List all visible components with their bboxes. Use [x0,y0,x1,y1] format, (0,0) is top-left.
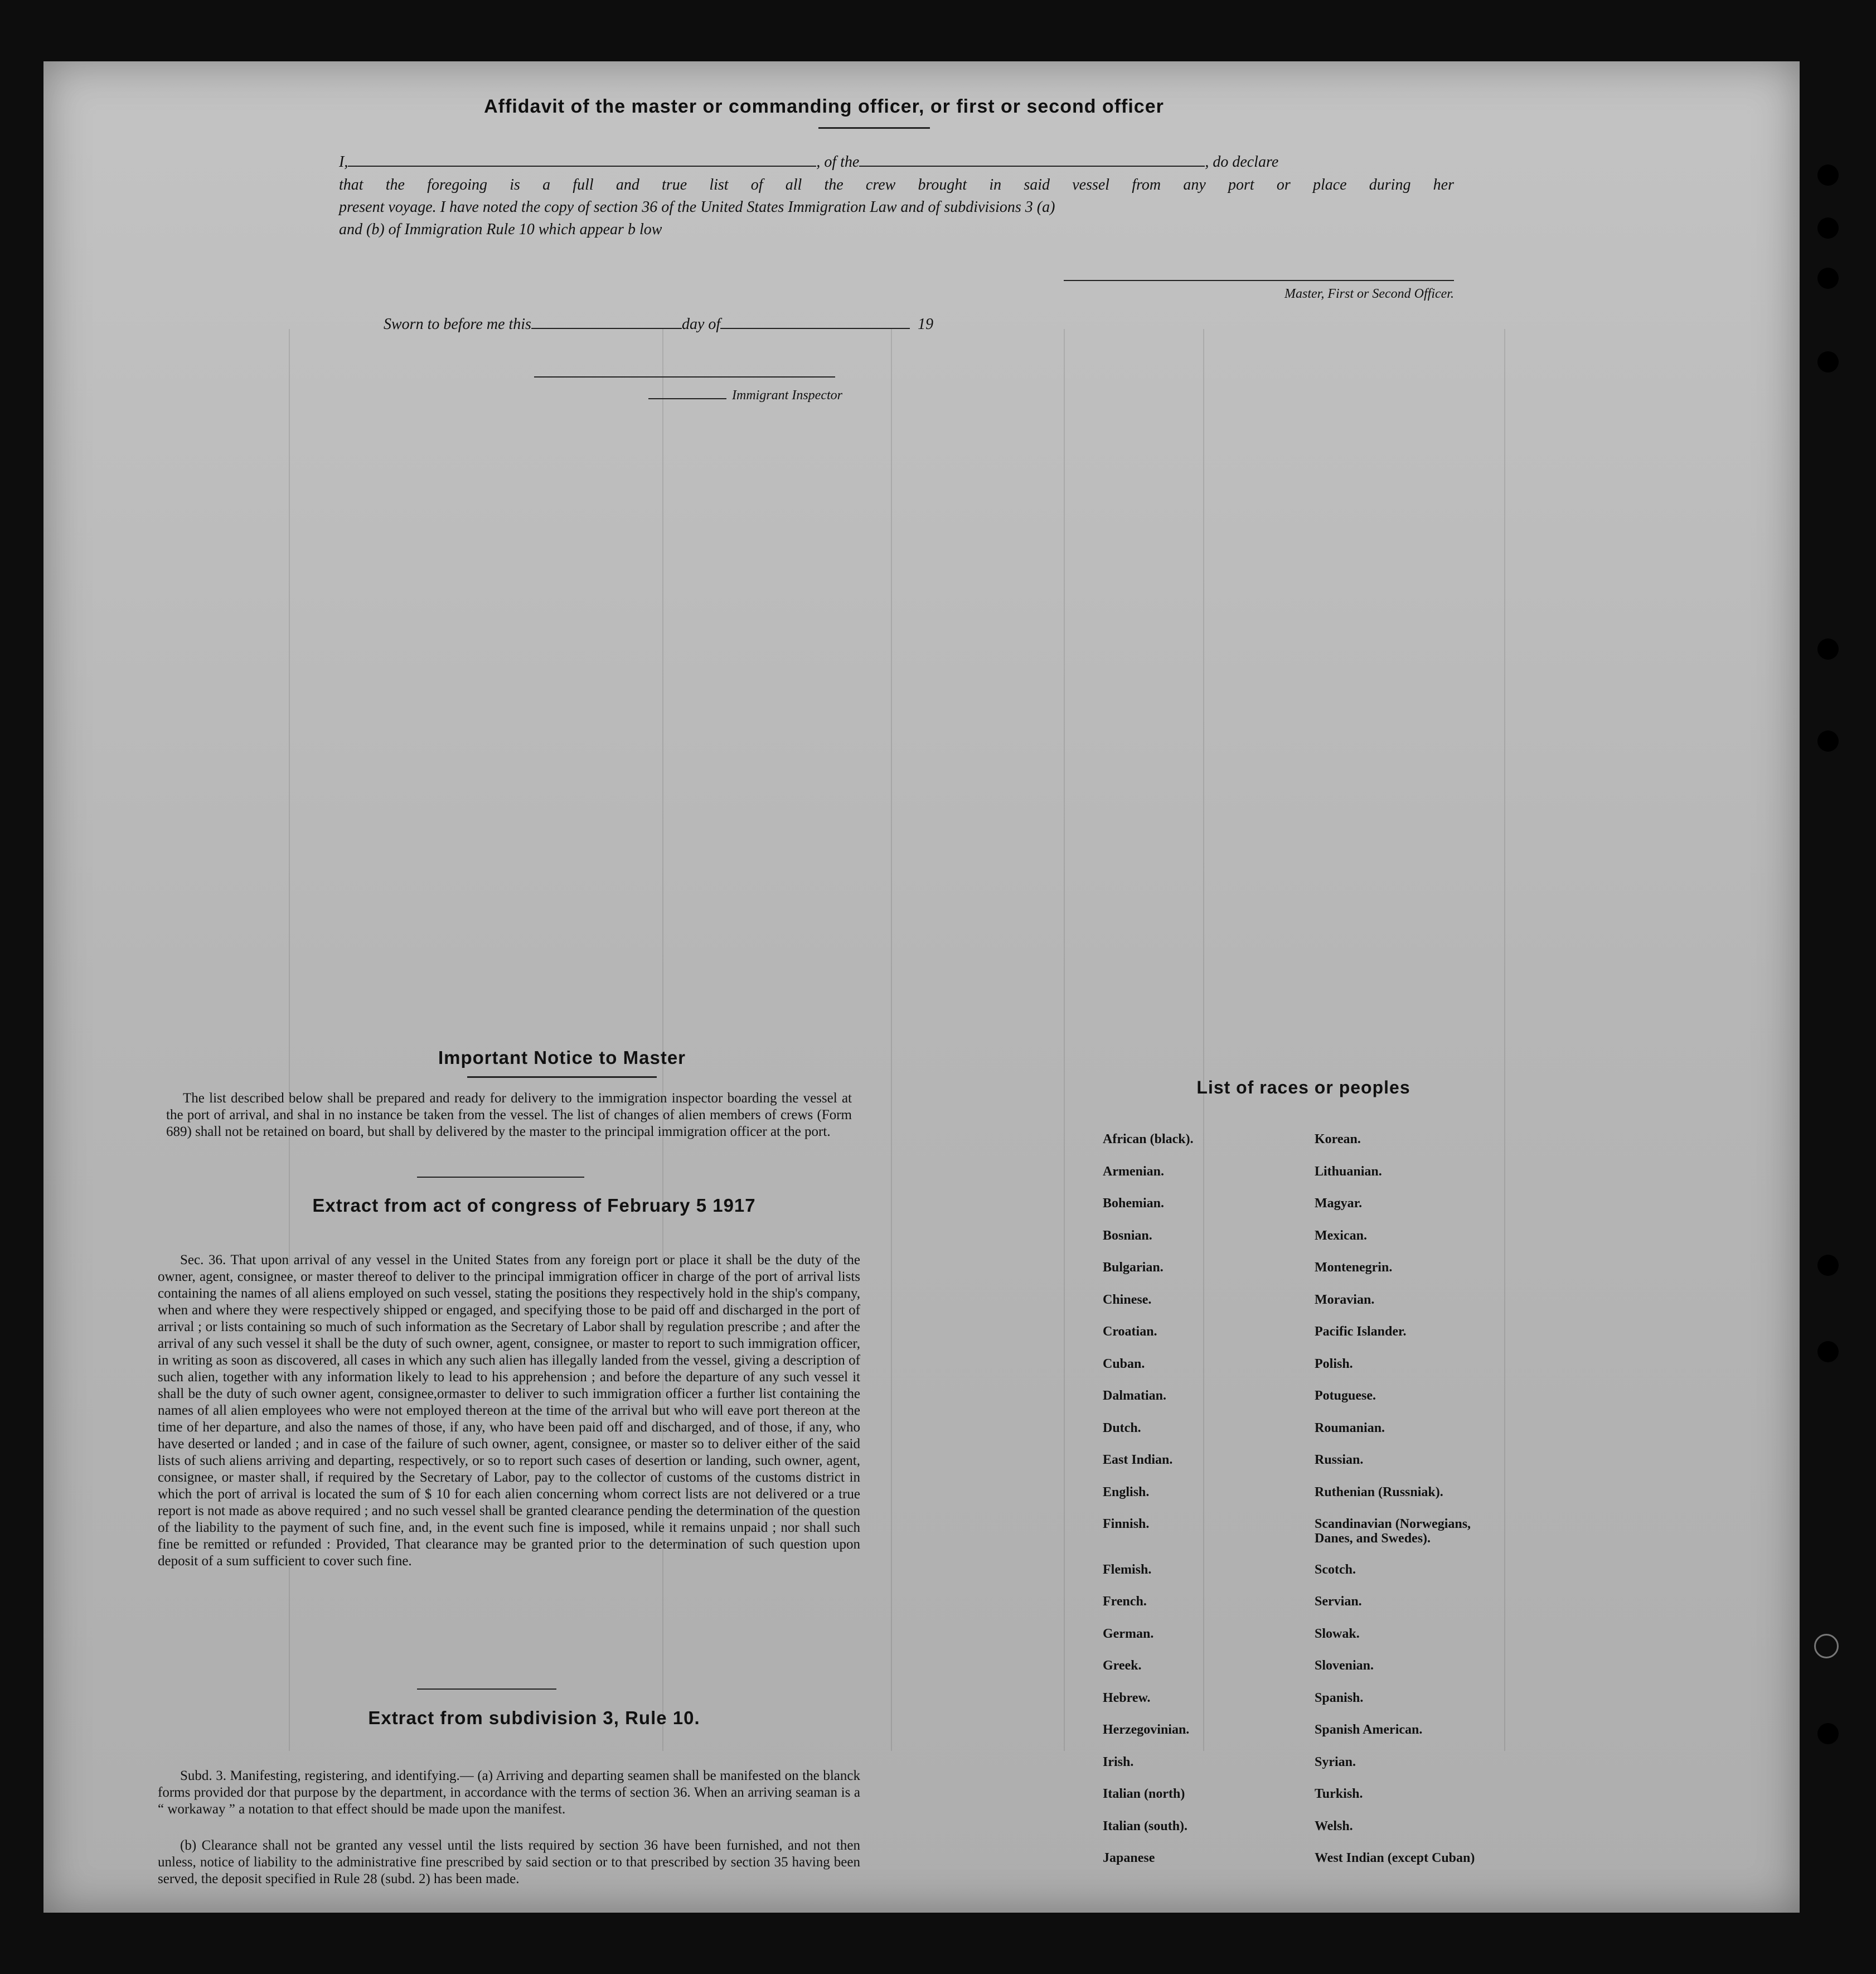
binder-hole [1817,351,1839,372]
declarant-prefix: I, [339,153,348,171]
affidavit-title: Affidavit of the master or commanding officer, or first or second officer [484,96,1164,117]
act-extract-title: Extract from act of congress of February 5 1917 [312,1195,756,1216]
affidavit-line-4: and (b) of Immigration Rule 10 which appear b low [339,221,662,238]
sworn-prefix: Sworn to before me this [384,316,531,333]
race-item: Cuban. [1103,1356,1145,1371]
race-item: Montenegrin. [1315,1260,1393,1275]
race-item: Korean. [1315,1132,1361,1146]
race-item: Hebrew. [1103,1690,1151,1705]
race-item: Spanish. [1315,1690,1364,1705]
race-item: Servian. [1315,1594,1362,1609]
race-item: Irish. [1103,1754,1134,1769]
race-item: Chinese. [1103,1292,1152,1307]
race-item: English. [1103,1484,1150,1499]
document-page [43,61,1800,1913]
rule-extract-para-a: Subd. 3. Manifesting, registering, and identifying.— (a) Arriving and departing seamen shall be manifested on the blanck forms provided dor that purpose by the department, in accordance with the terms of section 36. When an arriving seaman is a “ workaway ” a notation to that effect should be made upon the manifest. [158,1768,860,1817]
notice-title: Important Notice to Master [438,1047,686,1068]
do-declare-text: , do declare [1205,153,1279,171]
race-item: Bulgarian. [1103,1260,1164,1275]
binder-hole [1814,1634,1839,1658]
binder-hole [1817,1723,1839,1744]
race-item: East Indian. [1103,1453,1173,1467]
rule-extract-para-b: (b) Clearance shall not be granted any vessel until the lists required by section 36 have been furnished, and not then unless, notice of liability to the administrative fine prescribed by said section or to that prescribed by section 35 having been served, the deposit specified in Rule 28 (subd. 2) has been made. [158,1838,860,1886]
race-item: Magyar. [1315,1196,1363,1211]
race-item: Polish. [1315,1356,1353,1371]
binder-hole [1817,164,1839,186]
binder-hole [1817,638,1839,660]
race-item: Italian (north) [1103,1787,1185,1801]
race-item: Potuguese. [1315,1388,1376,1403]
race-item: Finnish. [1103,1517,1150,1531]
race-item: Armenian. [1103,1164,1164,1179]
race-item: Bosnian. [1103,1228,1152,1243]
races-title: List of races or peoples [1196,1077,1410,1097]
binder-hole [1817,1341,1839,1362]
race-item: Dalmatian. [1103,1388,1166,1403]
race-item: Japanese [1103,1851,1155,1865]
binder-hole [1817,730,1839,752]
act-extract-body: Sec. 36. That upon arrival of any vessel in the United States from any foreign port or place it shall be the duty of the owner, agent, consignee, or master thereof to deliver to the principal immigration officer in charge of the port of arrival lists containing the names of all aliens employed on such vessel, stating the positions they respectively hold in the ship's company, when and where they were respectively shipped or engaged, and specifying those to be paid off and discharged in the port of arrival ; or lists containing so much of such information as the Secretary of Labor shall by regulation prescribe ; and after the arrival of any such vessel it shall be the duty of such owner, agent, consignee, or master to report to such immigration officer, in writing as soon as discovered, all cases in which any such alien has illegally landed from the vessel, giving a description of such alien, together with any information likely to lead to his apprehension ; and before the departure of any such vessel it shall be the duty of such owner agent, consignee,ormaster to deliver to such immigration officer a further list containing the names of all alien employees who were not employed thereon at the time of the arrival but who will eave port thereon at the time of her departure, and also the names of those, if any, who have been paid off and discharged, and of those, if any, who have deserted or landed ; and in case of the failure of such owner, agent, consignee, or master so to deliver either of the said lists of such aliens arriving and departing, respectively, or so to report such cases of desertion or landing, such owner, agent, consignee, or master shall, if required by the Secretary of Labor, pay to the collector of customs of the customs district in which the port of arrival is located the sum of $ 10 for each alien concerning whom correct lists are not delivered or a true report is not made as above required ; and no such vessel shall be granted clearance pending the determination of the question of the liability to the payment of such fine, and, in the event such fine is imposed, while it remains unpaid ; nor shall such fine be remitted or refunded : Provided, That clearance may be granted prior to the determination of such question upon deposit of a sum sufficient to cover such fine. [158,1252,860,1569]
notice-body: The list described below shall be prepared and ready for delivery to the immigration inspector boarding the vessel at the port of arrival, and shal in no instance be taken from the vessel. The list of changes of alien members of crews (Form 689) shall not be retained on board, but shall by delivered by the master to the principal immigration officer at the port. [166,1091,852,1139]
race-item: Scotch. [1315,1562,1356,1577]
race-item: Dutch. [1103,1420,1141,1435]
race-item: Croatian. [1103,1324,1157,1339]
race-item: Mexican. [1315,1228,1367,1243]
race-item: Roumanian. [1315,1420,1385,1435]
affidavit-line-3: present voyage. I have noted the copy of section 36 of the United States Immigration Law and of subdivisions 3 (a) [339,199,1055,216]
day-of-text: day of [681,316,721,333]
race-item: Welsh. [1315,1818,1353,1833]
race-item: West Indian (except Cuban) [1315,1851,1475,1865]
race-item: German. [1103,1626,1154,1641]
race-item: French. [1103,1594,1147,1609]
affidavit-line-2: that the foregoing is a full and true list of all the crew brought in said vessel from any port or place during her [339,176,1454,193]
binder-hole [1817,1255,1839,1276]
race-item: Moravian. [1315,1292,1375,1307]
races-list [43,61,1800,1913]
race-item: Flemish. [1103,1562,1152,1577]
of-the-text: , of the [816,153,860,171]
sworn-year-prefix: 19 [918,316,934,333]
race-item: Slovenian. [1315,1658,1374,1673]
race-item: Lithuanian. [1315,1164,1382,1179]
race-item: African (black). [1103,1132,1194,1146]
race-item: Pacific Islander. [1315,1324,1407,1339]
binder-hole [1817,268,1839,289]
race-item: Herzegovinian. [1103,1723,1190,1737]
race-item: Slowak. [1315,1626,1360,1641]
inspector-label-text: Immigrant Inspector [732,388,842,403]
race-item: Ruthenian (Russniak). [1315,1484,1443,1499]
race-item: Russian. [1315,1453,1364,1467]
master-signature-label: Master, First or Second Officer. [1284,287,1454,301]
rule-extract-title: Extract from subdivision 3, Rule 10. [368,1707,700,1728]
race-item: Turkish. [1315,1787,1363,1801]
race-item: Scandinavian (Norwegians, Danes, and Swedes). [1315,1517,1471,1546]
race-item: Syrian. [1315,1754,1356,1769]
race-item: Spanish American. [1315,1723,1423,1737]
binder-hole [1817,217,1839,239]
race-item: Italian (south). [1103,1818,1188,1833]
race-item: Greek. [1103,1658,1142,1673]
race-item: Bohemian. [1103,1196,1165,1211]
